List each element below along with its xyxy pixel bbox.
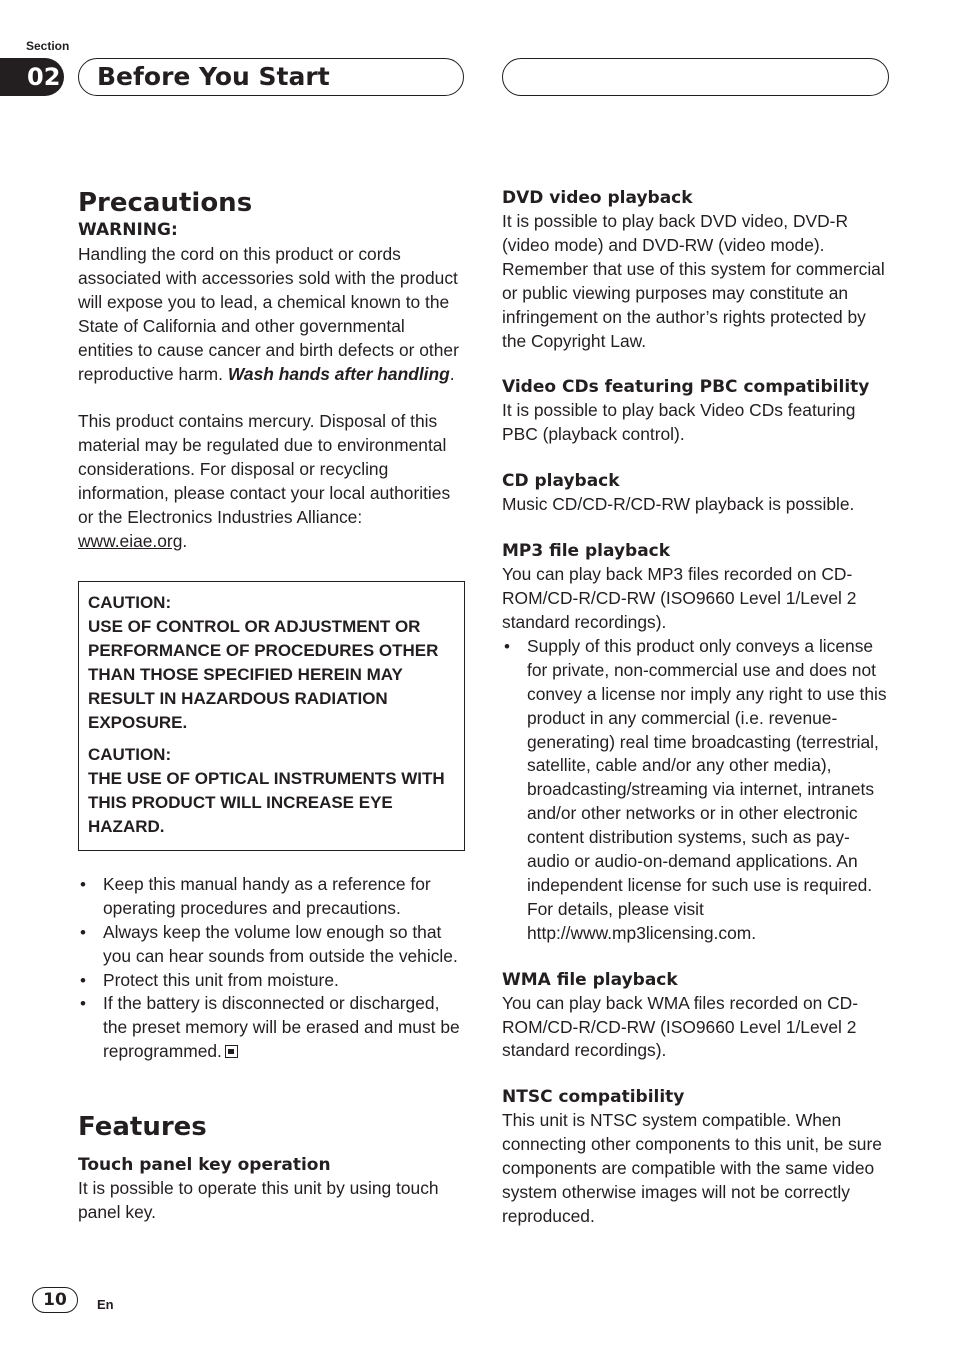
language-code: En bbox=[97, 1297, 114, 1312]
caution1-label: CAUTION: bbox=[88, 592, 172, 612]
bullet-text: Keep this manual handy as a reference for operating procedures and precautions. bbox=[103, 873, 431, 918]
eiae-link[interactable]: www.eiae.org bbox=[78, 530, 183, 551]
warning-emphasis: Wash hands after handling bbox=[227, 363, 450, 384]
vcd-title: Video CDs featuring PBC compatibility bbox=[502, 377, 870, 398]
left-column bbox=[78, 186, 464, 1225]
dvd-text: It is possible to play back DVD video, DVD-R (video mode) and DVD-RW (video mode). Remember that use of this system for commercial or public viewing purposes may constitute an infringement on the author’s rights protected by the Copyright Law. bbox=[502, 211, 885, 351]
caution1-text: USE OF CONTROL OR ADJUSTMENT OR PERFORMANCE OF PROCEDURES OTHER THAN THOSE SPECIFIED HEREIN MAY RESULT IN HAZARDOUS RADIATION EXPOSURE. bbox=[88, 616, 439, 732]
caution2-label: CAUTION: bbox=[88, 744, 172, 764]
mp3-title: MP3 file playback bbox=[502, 541, 671, 562]
mp3-bullet-text: Supply of this product only conveys a license for private, non-commercial use and does not convey a license nor imply any right to use this product in any commercial (i.e. revenue-generating) real time broadcasting (terrestrial, satellite, cable and/or any other media), broadcasting/streaming via internet, intranets and/or other networks or in other electronic content distribution systems, such as pay-audio or audio-on-demand applications. An independent license for such use is required. For details, please visit http://www.mp3licensing.com. bbox=[527, 635, 887, 943]
chapter-title: Before You Start bbox=[78, 58, 464, 96]
end-of-section-icon bbox=[225, 1045, 238, 1058]
right-column bbox=[502, 186, 888, 1229]
touch-panel-text: It is possible to operate this unit by using touch panel key. bbox=[78, 1178, 439, 1223]
empty-header-pill bbox=[502, 58, 889, 96]
dvd-title: DVD video playback bbox=[502, 188, 693, 208]
cd-text: Music CD/CD-R/CD-RW playback is possible. bbox=[502, 494, 855, 515]
list-item: • Keep this manual handy as a reference for operating procedures and precautions. bbox=[78, 873, 464, 921]
section-label: Section bbox=[26, 39, 70, 53]
list-item: • If the battery is disconnected or discharged, the preset memory will be erased and must be reprogrammed. bbox=[78, 992, 464, 1064]
warning-label: WARNING: bbox=[78, 220, 178, 240]
features-heading: Features bbox=[78, 1112, 207, 1143]
list-item: • Always keep the volume low enough so that you can hear sounds from outside the vehicle. bbox=[78, 921, 464, 969]
bullet-text: Always keep the volume low enough so that you can hear sounds from outside the vehicle. bbox=[103, 921, 458, 966]
page-number: 10 bbox=[32, 1287, 78, 1313]
mp3-bullet-list bbox=[502, 635, 888, 946]
section-number-badge: 02 bbox=[0, 58, 64, 96]
cd-title: CD playback bbox=[502, 471, 620, 492]
precautions-heading: Precautions bbox=[78, 188, 253, 218]
warning-text: Handling the cord on this product or cords associated with accessories sold with the product will expose you to lead, a chemical known to the State of California and other governmental entities to cause cancer and birth defects or other reproductive harm. bbox=[78, 244, 459, 384]
caution-box bbox=[78, 581, 465, 851]
bullet-text: Protect this unit from moisture. bbox=[103, 969, 339, 990]
mercury-text: This product contains mercury. Disposal of this material may be regulated due to environmental considerations. For disposal or recycling information, please contact your local authorities or the Electronics Industries Alliance: bbox=[78, 411, 451, 528]
caution2-text: THE USE OF OPTICAL INSTRUMENTS WITH THIS PRODUCT WILL INCREASE EYE HAZARD. bbox=[88, 768, 445, 836]
bullet-text: If the battery is disconnected or discharged, the preset memory will be erased and must be reprogrammed. bbox=[103, 993, 460, 1062]
list-item: • Supply of this product only conveys a license for private, non-commercial use and does not convey a license nor imply any right to use this product in any commercial (i.e. revenue-generating) real time broadcasting (terrestrial, satellite, cable and/or any other media), broadcasting/streaming via internet, intranets and/or other networks or in other electronic content distribution systems, such as pay-audio or audio-on-demand applications. An independent license for such use is required. For details, please visit http://www.mp3licensing.com. bbox=[502, 635, 888, 946]
list-item: • Protect this unit from moisture. bbox=[78, 969, 464, 993]
warning-paragraph: Handling the cord on this product or cords associated with accessories sold with the product will expose you to lead, a chemical known to the State of California and other governmental entities to cause cancer and birth defects or other reproductive harm. Wash hands after handling. bbox=[78, 244, 459, 384]
bullet-text-with-icon bbox=[103, 992, 464, 1064]
ntsc-text: This unit is NTSC system compatible. When connecting other components to this unit, be sure components are compatible with the same video system otherwise images will not be correctly reproduced. bbox=[502, 1110, 882, 1226]
ntsc-title: NTSC compatibility bbox=[502, 1087, 685, 1108]
mp3-text: You can play back MP3 files recorded on CD-ROM/CD-R/CD-RW (ISO9660 Level 1/Level 2 standard recordings). bbox=[502, 564, 857, 632]
wma-title: WMA file playback bbox=[502, 969, 678, 990]
precautions-bullet-list bbox=[78, 873, 464, 1064]
vcd-text: It is possible to play back Video CDs featuring PBC (playback control). bbox=[502, 400, 856, 445]
touch-panel-title: Touch panel key operation bbox=[78, 1155, 331, 1176]
mercury-paragraph: This product contains mercury. Disposal of this material may be regulated due to environmental considerations. For disposal or recycling information, please contact your local authorities or the Electronics Industries Alliance: www.eiae.org. bbox=[78, 411, 451, 551]
wma-text: You can play back WMA files recorded on CD-ROM/CD-R/CD-RW (ISO9660 Level 1/Level 2 standard recordings). bbox=[502, 992, 859, 1061]
